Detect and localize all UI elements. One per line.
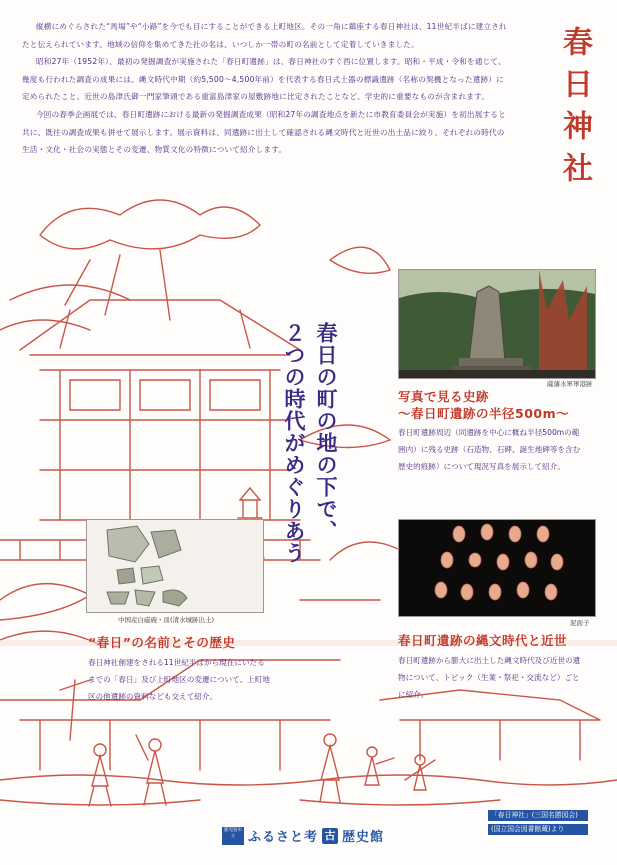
poster-title: 春日神社 (557, 26, 592, 194)
image-credit (488, 810, 588, 838)
ceramics-image (87, 520, 263, 612)
intro-paragraph-2: 昭和27年（1952年）、最初の発掘調査が実施された「春日町遺跡」は、春日神社のすぐ西に位置します。昭和・平成・令和を通じて、幾度も行われた調査の成果には、縄文時代中期（約5,500〜4,500年前）を代表する春日式土器の標識遺跡（名称の契機となった遺跡）に定められたこと、近世の島津氏御一門家筆頭である重富島津家の屋敷跡地に比定されたことなど、学史的に重要なものが含まれます。 (22, 57, 506, 102)
section-name-title: “春日”の名前とその歴史 (88, 635, 236, 650)
section-jomon-title: 春日町遺跡の縄文時代と近世 (398, 633, 568, 648)
monument-image (399, 270, 595, 378)
credit-line-1: 「春日神社」(三国名勝図会) (488, 810, 588, 821)
intro-paragraph-3: 今回の春季企画展では、春日町遺跡における最新の発掘調査成果（昭和27年の調査地点を新たに市教育委員会が実施）を初出展すると共に、既往の調査成果も併せて展示します。展示資料は、同遺跡に出土して確認される縄文時代と近世の出土品に絞り、それぞれの時代の生活・文化・社会の実態とその変遷、物質文化の特徴について紹介します。 (22, 109, 506, 155)
caption-monument: 薩藩水軍軍港跡 (547, 380, 593, 388)
section-photo-title-2: 〜春日町遺跡の半径500m〜 (398, 406, 570, 421)
logo-mark: 古 (322, 828, 338, 844)
logo-text-left: ふるさと考 (248, 830, 319, 845)
section-photo-text: 春日町遺跡周辺（同遺跡を中心に概ね半径500mの範囲内）に残る史跡（石造物、石碑、誕生地碑等を含む歴史的痕跡）について現況写真を展示して紹介。 (398, 428, 581, 471)
caption-clay-figures: 泥面子 (570, 619, 590, 627)
section-name-text: 春日神社創建をされる11世紀半ばから現在にいたるまでの「春日」及び上町地区の変遷について、上町地区の他遺跡の資料なども交えて紹介。 (88, 658, 270, 701)
intro-text (22, 18, 508, 159)
section-name-body (88, 654, 272, 705)
section-jomon-body (398, 652, 586, 703)
clay-figures-photo (398, 519, 596, 617)
ceramics-photo (86, 519, 264, 613)
logo-text-right: 歴史館 (342, 830, 385, 845)
catch-line-1: 春日の町の地の下で、 (314, 322, 339, 542)
clay-figures-image (399, 520, 595, 616)
logo-badge: 鹿児島市立 (222, 827, 244, 845)
caption-ceramics: 中国産白磁碗・皿(清水城跡出土) (118, 616, 215, 624)
credit-line-2: (国立国会図書館蔵)より (488, 824, 588, 835)
section-photo-title-1: 写真で見る史跡 (398, 389, 490, 404)
monument-photo (398, 269, 596, 379)
section-photo-body (398, 424, 586, 475)
intro-paragraph-1: 縦横にめぐらされた“馬場”や“小路”を今でも目にすることができる上町地区。その一角に鎮座する春日神社は、11世紀半ばに建立されたと伝えられています。地域の信仰を集めてきた社の名は、いつしか一帯の町の名前として定着していきました。 (22, 22, 507, 49)
catch-line-2: ２つの時代がめぐりあう (282, 322, 307, 564)
museum-logo (222, 826, 384, 845)
section-jomon-text: 春日町遺跡から膨大に出土した縄文時代及び近世の遺物について、トピック（生業・祭祀・交流など）ごとに紹介。 (398, 656, 581, 699)
